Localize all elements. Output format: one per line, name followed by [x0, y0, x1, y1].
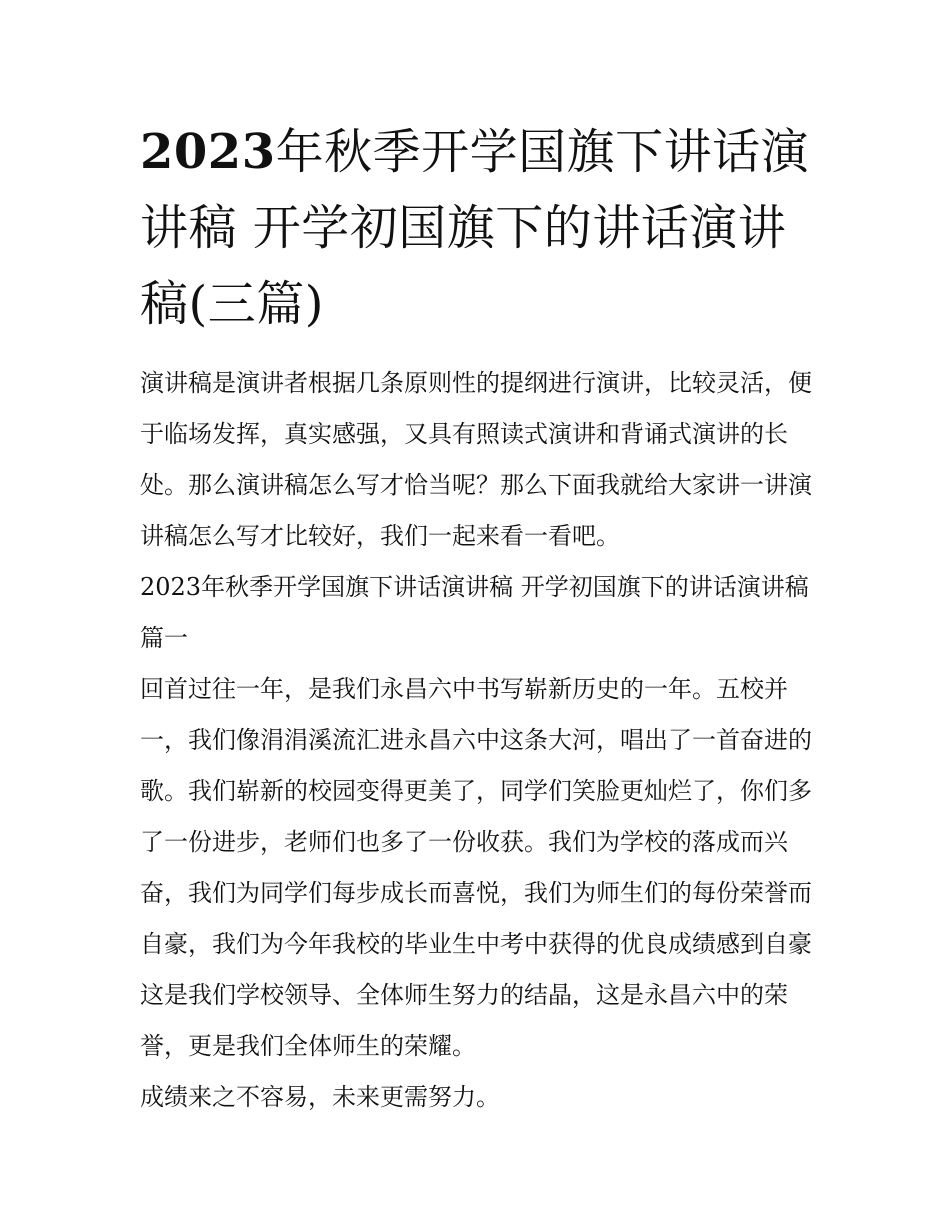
body-paragraph: 回首过往一年，是我们永昌六中书写崭新历史的一年。五校并一，我们像涓涓溪流汇进永昌六中这条大河，唱出了一首奋进的歌。我们崭新的校园变得更美了，同学们笑脸更灿烂了，你们多了一份进步，老师们也多了一份收获。我们为学校的落成而兴奋，我们为同学们每步成长而喜悦，我们为师生们的每份荣誉而自豪，我们为今年我校的毕业生中考中获得的优良成绩感到自豪这是我们学校领导、全体师生努力的结晶，这是永昌六中的荣誉，更是我们全体师生的荣耀。	[140, 675, 812, 1060]
title-text: 年秋季开学国旗下讲话演讲稿 开学初国旗下的讲话演讲稿(三篇)	[140, 124, 810, 332]
intro-paragraph: 演讲稿是演讲者根据几条原则性的提纲进行演讲，比较灵活，便于临场发挥，真实感强，又具有照读式演讲和背诵式演讲的长处。那么演讲稿怎么写才恰当呢？那么下面我就给大家讲一讲演讲稿怎么写才比较好，我们一起来看一看吧。	[140, 369, 812, 550]
title-year: 2023	[140, 124, 276, 180]
document-page	[140, 114, 812, 1123]
document-title	[140, 114, 812, 342]
section-title: 2023年秋季开学国旗下讲话演讲稿 开学初国旗下的讲话演讲稿篇一	[140, 573, 809, 652]
body-paragraph: 成绩来之不容易，未来更需努力。	[140, 1083, 500, 1111]
